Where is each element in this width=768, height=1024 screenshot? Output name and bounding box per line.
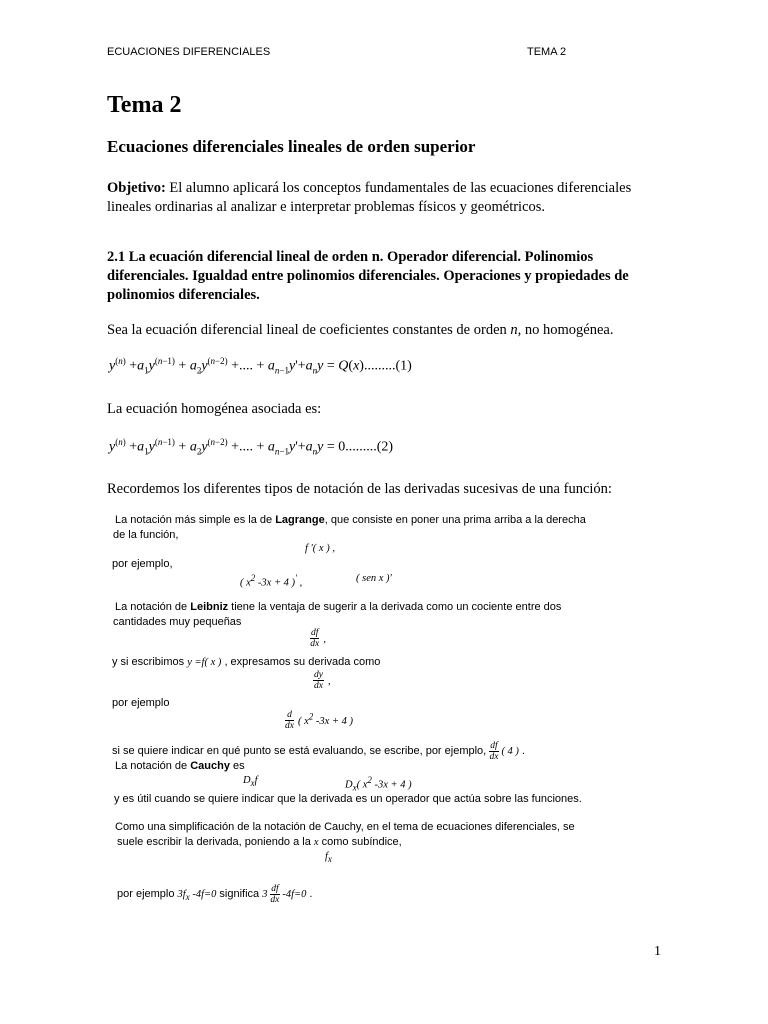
- leibniz-line1: La notación de Leibniz tiene la ventaja de sugerir a la derivada como un cociente entre dos: [115, 601, 562, 613]
- objective-label: Objetivo:: [107, 180, 166, 196]
- simplification-line2: suele escribir la derivada, poniendo a la x como subíndice,: [117, 836, 402, 848]
- page-number: 1: [654, 944, 661, 959]
- paragraph-2: La ecuación homogénea asociada es:: [107, 401, 322, 417]
- paragraph-1: Sea la ecuación diferencial lineal de coeficientes constantes de orden n, no homogénea.: [107, 322, 614, 338]
- leibniz-example: $\frac{d}{dx}$ ( $x^2$ -3x + 4 ): [285, 710, 354, 731]
- por-ejemplo-2: por ejemplo: [112, 697, 170, 709]
- si-escribimos-line: y si escribimos y =f( x ) , expresamos su derivada como: [112, 656, 381, 668]
- lagrange-formula: f '( x ) ,: [305, 543, 335, 554]
- section-heading-line2: diferenciales. Igualdad entre polinomios diferenciales. Operaciones y propiedades de: [107, 268, 629, 284]
- lagrange-example-1: ( $x^2$ -3x + 4 )' ,: [240, 573, 303, 589]
- leibniz-dy-dx: $\frac{dy}{dx}$ ,: [314, 670, 331, 691]
- cauchy-formula-2: $D_x$( $x^2$ -3x + 4 ): [345, 775, 412, 793]
- lagrange-line2: de la función,: [113, 529, 179, 541]
- fx-formula: $f_x$: [325, 851, 332, 865]
- cauchy-formula-1: $D_xf$: [243, 775, 258, 789]
- section-heading-line3: polinomios diferenciales.: [107, 287, 260, 303]
- por-ejemplo-1: por ejemplo,: [112, 558, 173, 570]
- equation-2: $y^{(n)} +a_1y^{(n-1)} + a_2y^{(n-2)}$ +.... + $a_{n-1}y'+a_ny = 0.........(2)$: [109, 437, 394, 457]
- simplification-line1: Como una simplificación de la notación de Cauchy, en el tema de ecuaciones diferenciales, se: [115, 821, 575, 833]
- objective-line2: lineales ordinarias al analizar e interpretar problemas físicos y geométricos.: [107, 199, 546, 215]
- section-heading-line1: 2.1 La ecuación diferencial lineal de orden n. Operador diferencial. Polinomios: [107, 249, 594, 265]
- header-right: TEMA 2: [527, 46, 567, 58]
- eval-line: si se quiere indicar en qué punto se está evaluando, se escribe, por ejemplo, $\frac{df}{dx}$ ( 4 ) .: [112, 741, 526, 762]
- leibniz-df-dx: $\frac{df}{dx}$ ,: [310, 628, 327, 649]
- equation-1: $y^{(n)} +a_1y^{(n-1)} + a_2y^{(n-2)}$ +.... + $a_{n-1}y'+a_ny = Q(x).........(1)$: [109, 356, 412, 376]
- page-subtitle: Ecuaciones diferenciales lineales de orden superior: [107, 137, 476, 156]
- cauchy-line: La notación de Cauchy es: [115, 760, 245, 772]
- paragraph-3: Recordemos los diferentes tipos de notación de las derivadas sucesivas de una función:: [107, 481, 612, 497]
- cauchy-use: y es útil cuando se quiere indicar que la derivada es un operador que actúa sobre las funciones.: [114, 793, 582, 805]
- lagrange-example-2: ( sen x )': [356, 573, 392, 584]
- lagrange-line1: La notación más simple es la de Lagrange, que consiste en poner una prima arriba a la derecha: [115, 514, 586, 526]
- header-left: ECUACIONES DIFERENCIALES: [107, 46, 271, 58]
- page-title: Tema 2: [107, 92, 182, 118]
- example-line: por ejemplo $3f_x$ -4f=0 significa 3 $\frac{df}{dx}$ -4f=0 .: [117, 884, 313, 905]
- leibniz-line2: cantidades muy pequeñas: [113, 616, 242, 628]
- objective-line1: Objetivo: El alumno aplicará los conceptos fundamentales de las ecuaciones diferenciales: [107, 180, 632, 196]
